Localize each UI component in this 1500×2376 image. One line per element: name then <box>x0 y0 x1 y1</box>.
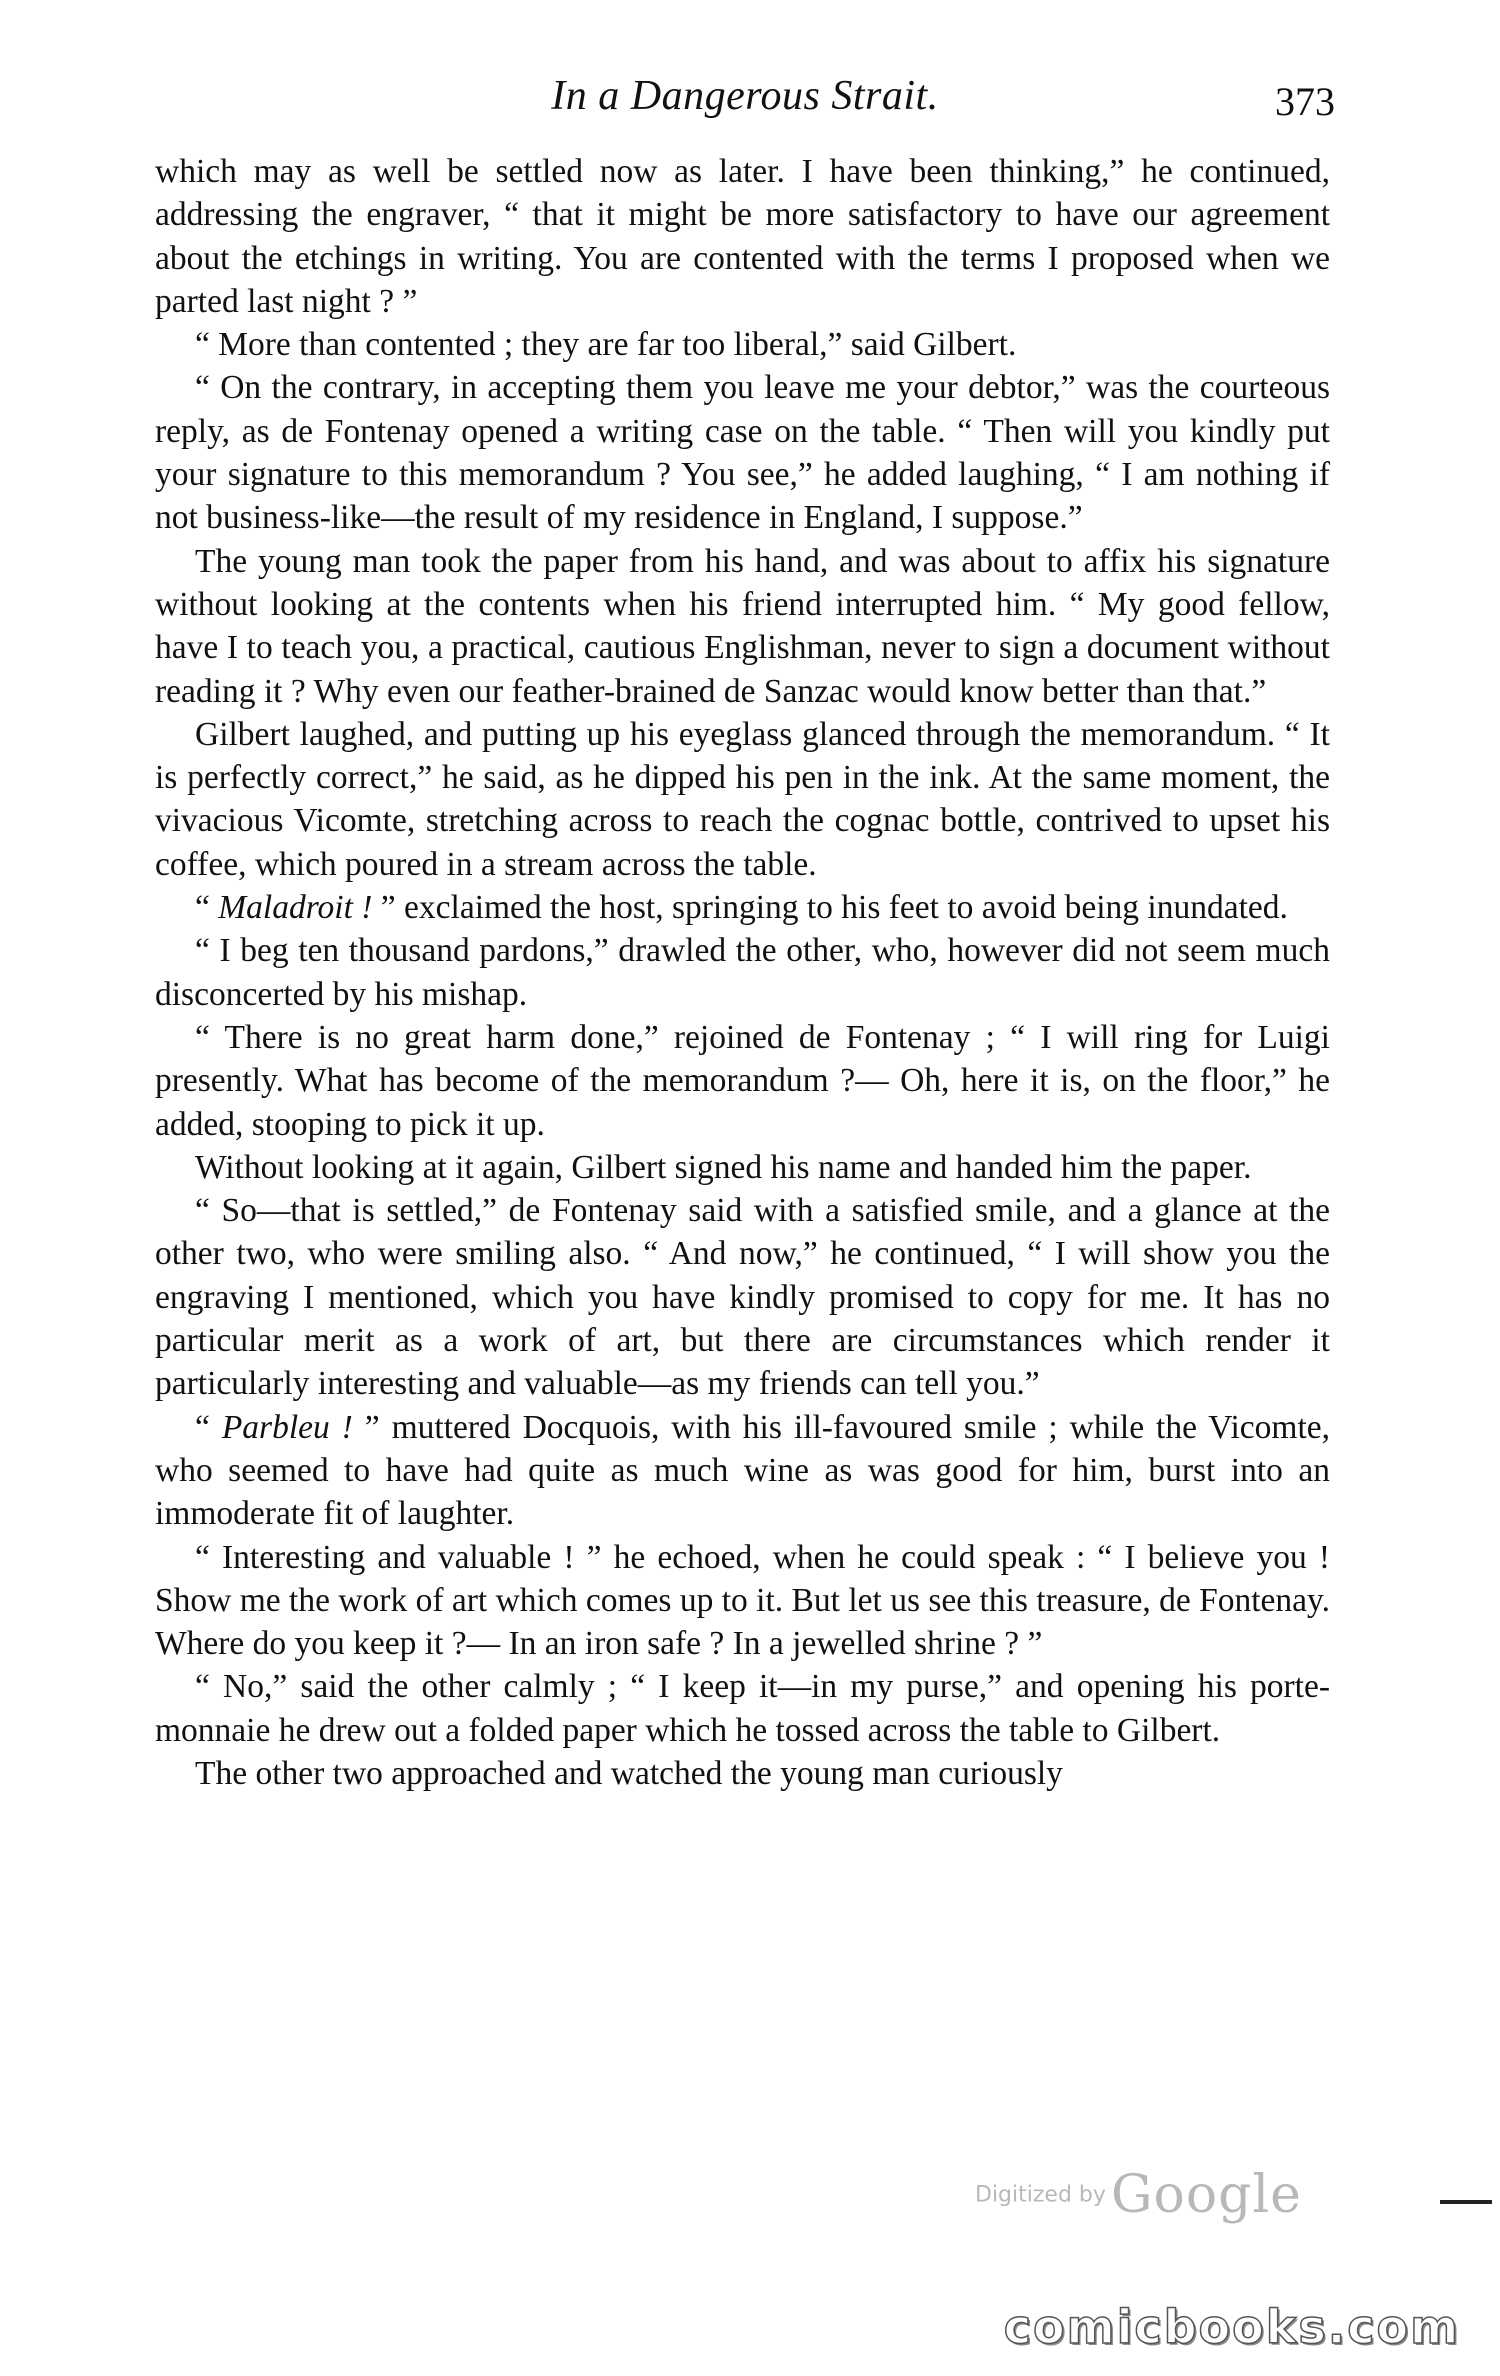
digitized-by-mark <box>975 2165 1302 2225</box>
paragraph: “ Interesting and valuable ! ” he echoed, when he could speak : “ I believe you ! Show me the work of art which comes up to it. But let us see this treasure, de Fontenay. Where do you keep it ?— In an iron safe ? In a jewelled shrine ? ” <box>155 1538 1330 1663</box>
paragraph: “ On the contrary, in accepting them you leave me your debtor,” was the courteous reply, as de Fontenay opened a writing case on the table. “ Then will you kindly put your signature to this memorandum ? You see,” he added laughing, “ I am nothing if not business-like—the result of my residence in England, I suppose.” <box>155 369 1330 537</box>
italic-exclamation: Parbleu ! <box>221 1408 353 1446</box>
paragraph: Gilbert laughed, and putting up his eyeglass glanced through the memorandum. “ It is perfectly correct,” he said, as he dipped his pen in the ink. At the same moment, the vivacious Vicomte, stretching across to reach the cognac bottle, contrived to upset his coffee, which poured in a stream across the table. <box>155 715 1330 883</box>
paragraph: which may as well be settled now as later. I have been thinking,” he continued, addressing the engraver, “ that it might be more satisfactory to have our agreement about the etchings in writing. You are contented with the terms I proposed when we parted last night ? ” <box>155 153 1330 320</box>
paragraph: “ I beg ten thousand pardons,” drawled the other, who, however did not seem much disconcerted by his mishap. <box>155 932 1330 1013</box>
body-text <box>155 150 1330 1795</box>
paragraph: “ Maladroit ! ” exclaimed the host, springing to his feet to avoid being inundated. <box>195 889 1288 927</box>
site-watermark: comicbooks.com <box>1003 2300 1460 2354</box>
italic-exclamation: Maladroit ! <box>218 889 373 927</box>
digitized-brand: Google <box>1111 2165 1302 2225</box>
paragraph: Without looking at it again, Gilbert signed his name and handed him the paper. <box>195 1148 1252 1186</box>
paragraph: “ There is no great harm done,” rejoined de Fontenay ; “ I will ring for Luigi presently. What has become of the memorandum ?— Oh, here it is, on the floor,” he added, stooping to pick it up. <box>155 1018 1330 1143</box>
margin-dash <box>1440 2200 1492 2204</box>
paragraph: “ So—that is settled,” de Fontenay said with a satisfied smile, and a glance at the other two, who were smiling also. “ And now,” he continued, “ I will show you the engraving I mentioned, which you have kindly promised to copy for me. It has no particular merit as a work of art, but there are circumstances which render it particularly interesting and valuable—as my friends can tell you.” <box>155 1192 1330 1403</box>
page-number: 373 <box>1275 79 1335 124</box>
paragraph: The young man took the paper from his hand, and was about to affix his signature without looking at the contents when his friend interrupted him. “ My good fellow, have I to teach you, a practical, cautious Englishman, never to sign a document without reading it ? Why even our feather-brained de Sanzac would know better than that.” <box>155 542 1330 710</box>
running-head <box>155 72 1335 132</box>
paragraph: “ More than contented ; they are far too liberal,” said Gilbert. <box>195 326 1017 364</box>
running-title: In a Dangerous Strait. <box>551 73 939 119</box>
paragraph: “ Parbleu ! ” muttered Docquois, with his ill-favoured smile ; while the Vicomte, who seemed to have had quite as much wine as was good for him, burst into an immoderate fit of laughter. <box>155 1408 1330 1533</box>
paragraph: The other two approached and watched the young man curiously <box>195 1754 1063 1792</box>
digitized-label: Digitized by <box>975 2182 1106 2208</box>
paragraph: “ No,” said the other calmly ; “ I keep it—in my purse,” and opening his porte-monnaie he drew out a folded paper which he tossed across the table to Gilbert. <box>155 1668 1330 1749</box>
